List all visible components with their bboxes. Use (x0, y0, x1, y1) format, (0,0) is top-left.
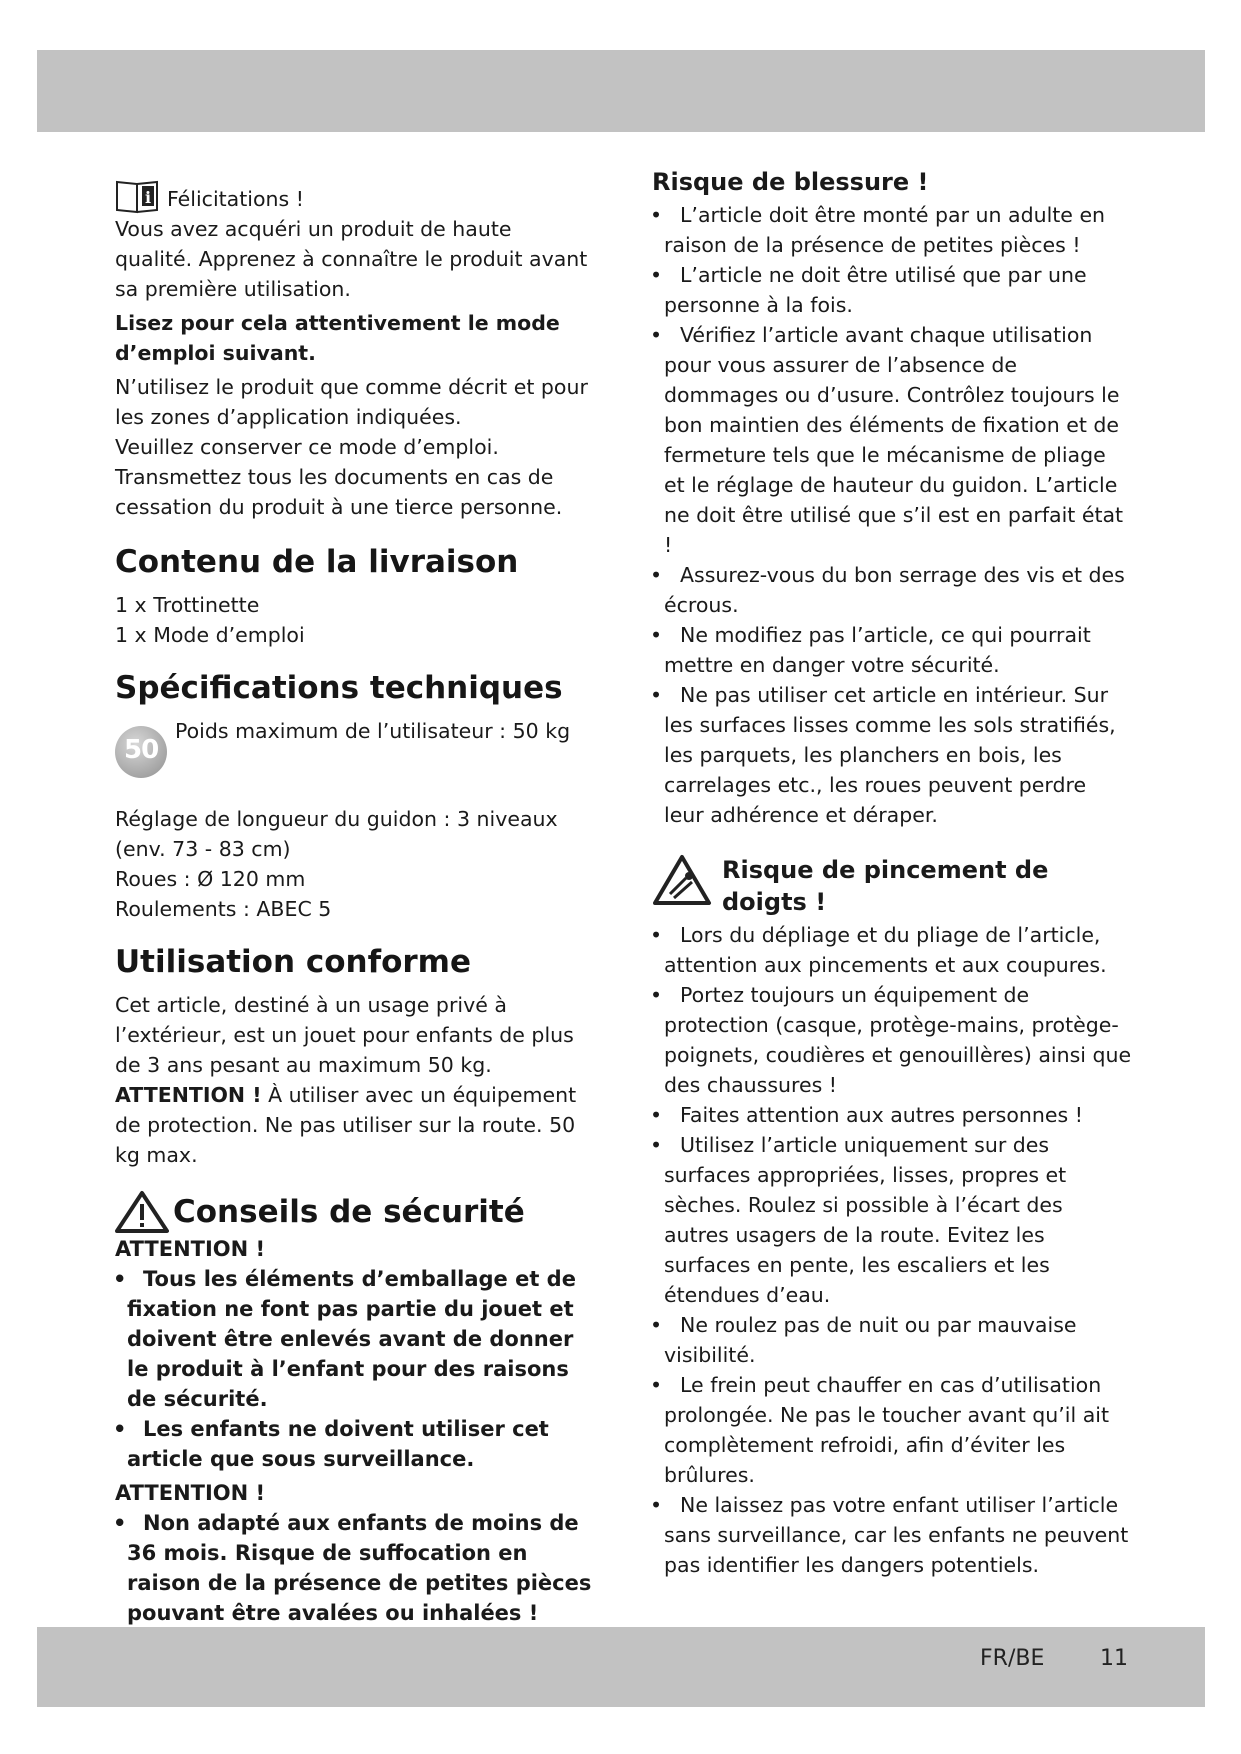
list-item: • Utilisez l’article uniquement sur des surfaces appropriées, lisses, propres et sèches. Roulez si possible à l’écart des autres usagers de la route. Evitez les surfaces en pente, les escaliers et les étendues d’eau. (652, 1130, 1132, 1310)
intro-paragraph-3: Veuillez conserver ce mode d’emploi. Transmettez tous les documents en cas de cessation du produit à une tierce personne. (115, 435, 563, 519)
max-weight-icon: 50 (115, 726, 167, 778)
pinch-heading: Risque de pincement de doigts ! (722, 856, 1049, 916)
safety-list-1 (115, 1264, 595, 1474)
list-item: • Tous les éléments d’emballage et de fixation ne font pas partie du jouet et doivent être enlevés avant de donner le produit à l’enfant pour des raisons de sécurité. (115, 1264, 595, 1414)
usage-attention-text: À utiliser avec un équipement de protection. Ne pas utiliser sur la route. 50 kg max. (115, 1083, 577, 1167)
contents-item: 1 x Trottinette (115, 593, 260, 617)
handlebar-spec: Réglage de longueur du guidon : 3 niveaux (env. 73 - 83 cm) (115, 807, 558, 861)
contents-item: 1 x Mode d’emploi (115, 623, 305, 647)
usage-heading: Utilisation conforme (115, 944, 471, 980)
list-item: • Ne laissez pas votre enfant utiliser l’article sans surveillance, car les enfants ne peuvent pas identifier les dangers potentiels. (652, 1490, 1132, 1580)
footer-language: FR/BE (980, 1646, 1045, 1671)
list-item: • L’article ne doit être utilisé que par une personne à la fois. (652, 260, 1132, 320)
list-item: • Non adapté aux enfants de moins de 36 mois. Risque de suffocation en raison de la présence de petites pièces pouvant être avalées ou inhalées ! (115, 1508, 595, 1628)
safety-heading: Conseils de sécurité (173, 1194, 525, 1230)
list-item: • Faites attention aux autres personnes ! (652, 1100, 1132, 1130)
usage-attention (115, 1080, 595, 1170)
finger-pinch-warning-icon (652, 854, 712, 906)
specs-heading: Spécifications techniques (115, 670, 563, 706)
pinch-header (652, 854, 1132, 920)
list-item: • L’article doit être monté par un adulte en raison de la présence de petites pièces ! (652, 200, 1132, 260)
safety-list-2 (115, 1508, 595, 1628)
contents-heading: Contenu de la livraison (115, 544, 519, 580)
right-column (652, 166, 1132, 1580)
wheels-spec: Roues : Ø 120 mm (115, 867, 306, 891)
usage-attention-label: ATTENTION ! (115, 1083, 262, 1107)
list-item: • Le frein peut chauffer en cas d’utilisation prolongée. Ne pas le toucher avant qu’il ait complètement refroidi, afin d’éviter les brûlures. (652, 1370, 1132, 1490)
intro-paragraph-1: Vous avez acquéri un produit de haute qualité. Apprenez à connaître le produit avant sa première utilisation. (115, 217, 588, 301)
injury-list (652, 200, 1132, 830)
list-item: • Ne pas utiliser cet article en intérieur. Sur les surfaces lisses comme les sols stratifiés, les parquets, les planchers en bois, les carrelages etc., les roues peuvent perdre leur adhérence et déraper. (652, 680, 1132, 830)
intro-paragraph-2: N’utilisez le produit que comme décrit et pour les zones d’application indiquées. (115, 375, 588, 429)
intro-bold-notice: Lisez pour cela attentivement le mode d’emploi suivant. (115, 311, 560, 365)
list-item: • Portez toujours un équipement de protection (casque, protège-mains, protège-poignets, coudières et genouillères) ainsi que des chaussures ! (652, 980, 1132, 1100)
bearings-spec: Roulements : ABEC 5 (115, 897, 332, 921)
list-item: • Lors du dépliage et du pliage de l’article, attention aux pincements et aux coupures. (652, 920, 1132, 980)
max-weight-text: Poids maximum de l’utilisateur : 50 kg (175, 719, 571, 743)
list-item: • Assurez-vous du bon serrage des vis et des écrous. (652, 560, 1132, 620)
pinch-list (652, 920, 1132, 1580)
info-book-icon (115, 178, 161, 214)
header-band (37, 50, 1205, 132)
warning-triangle-icon (115, 1190, 169, 1234)
safety-header (115, 1190, 595, 1234)
injury-heading: Risque de blessure ! (652, 168, 929, 196)
intro-header (115, 178, 595, 214)
safety-attention-1: ATTENTION ! (115, 1237, 266, 1261)
max-weight-row (115, 716, 595, 778)
list-item: • Ne modifiez pas l’article, ce qui pourrait mettre en danger votre sécurité. (652, 620, 1132, 680)
list-item: • Vérifiez l’article avant chaque utilisation pour vous assurer de l’absence de dommages ou d’usure. Contrôlez toujours le bon maintien des éléments de fixation et de fermeture tels que le mécanisme de pliage et le réglage de hauteur du guidon. L’article ne doit être utilisé que s’il est en parfait état ! (652, 320, 1132, 560)
svg-text:i: i (144, 188, 152, 207)
list-item: • Ne roulez pas de nuit ou par mauvaise visibilité. (652, 1310, 1132, 1370)
safety-attention-2: ATTENTION ! (115, 1481, 266, 1505)
list-item: • Les enfants ne doivent utiliser cet article que sous surveillance. (115, 1414, 595, 1474)
usage-paragraph: Cet article, destiné à un usage privé à l’extérieur, est un jouet pour enfants de plus de 3 ans pesant au maximum 50 kg. (115, 993, 574, 1077)
left-column (115, 178, 595, 1628)
page-number: 11 (1100, 1646, 1128, 1671)
intro-title: Félicitations ! (167, 187, 304, 211)
